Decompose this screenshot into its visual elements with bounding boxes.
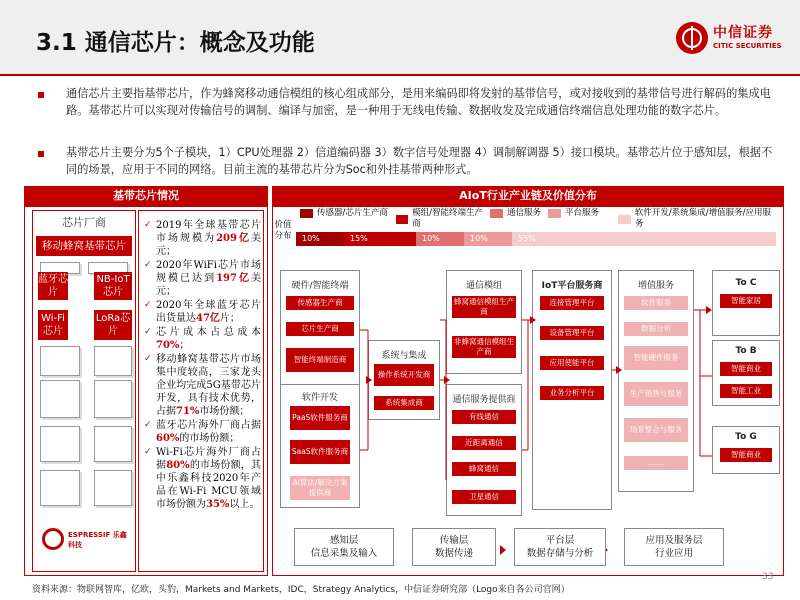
item-terminal-maker: 智能终端制造商 bbox=[286, 348, 354, 372]
value-segment: 15% bbox=[344, 232, 416, 246]
logo-en-text: CITIC SECURITIES bbox=[713, 42, 782, 50]
legend-label: 软件开发/系统集成/增值服务/应用服务 bbox=[634, 208, 771, 229]
item-smart-commerce: 智能商业 bbox=[720, 362, 772, 376]
item-smart-hw-service: 智能硬件服务 bbox=[624, 346, 688, 370]
legend bbox=[300, 208, 780, 230]
fact-item bbox=[144, 419, 261, 445]
item-data-analysis: 数据分析 bbox=[624, 322, 688, 336]
item-business-analytics: 业务分析平台 bbox=[540, 386, 604, 400]
fact-item bbox=[144, 353, 261, 418]
legend-swatch bbox=[396, 215, 408, 224]
vendor-logo bbox=[40, 426, 80, 462]
fact-text: 2020年WiFi芯片市场规模已达到 bbox=[156, 260, 261, 284]
fact-item bbox=[144, 259, 261, 298]
software-title: 软件开发 bbox=[301, 393, 338, 403]
legend-item bbox=[618, 208, 778, 230]
fact-highlight: 47亿 bbox=[196, 313, 220, 324]
fact-highlight: 80% bbox=[166, 460, 190, 471]
fact-item bbox=[144, 446, 261, 511]
citic-logo bbox=[676, 22, 791, 62]
footer-source: 资料来源：物联网智库，亿欧，头豹，Markets and Markets，IDC，Strategy Analytics，中信证券研究部（Logo来自各公司官网） bbox=[32, 585, 570, 595]
fact-highlight: 209亿 bbox=[216, 233, 252, 244]
legend-item bbox=[490, 208, 544, 219]
item-ai-solutions: AI算法/解决方案提供商 bbox=[290, 476, 350, 500]
item-smart-industry: 智能工业 bbox=[720, 384, 772, 398]
espressif-logo bbox=[40, 522, 132, 566]
fact-text: 片； bbox=[219, 313, 240, 324]
header-divider bbox=[0, 74, 800, 76]
layer-perception: 感知层 信息采集及输入 bbox=[294, 528, 394, 566]
chip-bluetooth: 蓝牙芯片 bbox=[38, 274, 68, 298]
bullet-icon bbox=[38, 92, 44, 98]
chip-nbiot: NB-IoT芯片 bbox=[94, 272, 132, 300]
fact-text: 移动蜂窝基带芯片市场集中度较高，三家龙头企业均完成5G基带芯片开发，具有技术优势，占据 bbox=[156, 354, 261, 417]
toc-title: To C bbox=[735, 278, 757, 288]
value-distribution-bar bbox=[296, 232, 776, 246]
legend-item bbox=[300, 208, 390, 219]
item-app-enablement: 应用使能平台 bbox=[540, 356, 604, 370]
fact-item bbox=[144, 299, 261, 325]
item-cellular: 蜂窝通信 bbox=[452, 462, 516, 476]
item-wired: 有线通信 bbox=[452, 410, 516, 424]
vendor-logo bbox=[94, 470, 132, 506]
chip-wifi: Wi-Fi芯片 bbox=[38, 310, 68, 340]
item-noncellular-module: 非蜂窝通信模组生产商 bbox=[454, 337, 514, 356]
tog-title: To G bbox=[735, 432, 757, 442]
bullet-icon bbox=[38, 151, 44, 157]
fact-text: 市场份额； bbox=[199, 406, 250, 417]
vendor-logo bbox=[94, 426, 132, 462]
item-ellipsis: …… bbox=[624, 456, 688, 470]
fact-highlight: 35% bbox=[206, 499, 230, 510]
value-distribution-label: 价值分布 bbox=[274, 220, 292, 241]
facts-list bbox=[144, 219, 261, 512]
value-segment: 10% bbox=[296, 232, 344, 246]
item-production-sales: 生产销售与服务 bbox=[624, 382, 688, 406]
vendor-logo bbox=[40, 346, 80, 376]
fact-highlight: 60% bbox=[156, 433, 180, 444]
legend-label: 传感器/芯片生产商 bbox=[317, 208, 388, 218]
fact-item bbox=[144, 326, 261, 352]
item-short-range: 近距离通信 bbox=[452, 436, 516, 450]
item-connection-mgmt: 连接管理平台 bbox=[540, 296, 604, 310]
item-smart-commerce-g: 智能商业 bbox=[720, 448, 772, 462]
vendor-logo bbox=[40, 380, 80, 418]
fact-highlight: 197亿 bbox=[216, 273, 252, 284]
mobile-baseband-label: 移动蜂窝基带芯片 bbox=[36, 236, 132, 256]
fact-item bbox=[144, 219, 261, 258]
legend-swatch bbox=[490, 209, 503, 218]
vendor-title: 芯片厂商 bbox=[62, 216, 106, 229]
legend-label: 平台服务 bbox=[565, 208, 600, 218]
chip-lora: LoRa芯片 bbox=[94, 310, 132, 340]
item-software-service: 软件服务 bbox=[624, 296, 688, 310]
fact-text: Wi-Fi芯片海外厂商占据 bbox=[156, 447, 261, 471]
item-chip-maker: 芯片生产商 bbox=[286, 322, 354, 336]
vendor-logo bbox=[94, 346, 132, 376]
fact-text: 以上。 bbox=[229, 499, 260, 510]
legend-swatch bbox=[300, 209, 313, 218]
fact-text: 的市场份额，其中乐鑫科技2020年产品在Wi-Fi MCU领域市场份额为 bbox=[156, 460, 262, 510]
hardware-title: 硬件/智能终端 bbox=[291, 281, 349, 291]
legend-item bbox=[548, 208, 614, 219]
iot-platform-title: IoT平台服务商 bbox=[541, 281, 603, 291]
fact-highlight: 70% bbox=[156, 340, 180, 351]
item-scene-integration: 场景整合与服务 bbox=[624, 418, 688, 442]
item-sensor-maker: 传感器生产商 bbox=[286, 296, 354, 310]
comm-service-title: 通信服务提供商 bbox=[452, 395, 516, 405]
page-title: 3.1 通信芯片：概念及功能 bbox=[36, 30, 315, 56]
espressif-logo-text: ESPRESSIF 乐鑫科技 bbox=[68, 531, 127, 549]
item-device-mgmt: 设备管理平台 bbox=[540, 326, 604, 340]
right-section-header: AIoT行业产业链及价值分布 bbox=[272, 186, 784, 206]
espressif-logo-icon bbox=[42, 528, 64, 550]
item-smart-home: 智能家居 bbox=[720, 294, 772, 308]
fact-text: 蓝牙芯片海外厂商占据 bbox=[156, 420, 261, 431]
fact-highlight: 71% bbox=[176, 406, 200, 417]
fact-text: 2019年全球基带芯片市场规模为 bbox=[156, 220, 261, 244]
legend-label: 通信服务 bbox=[507, 208, 542, 218]
paragraph-2: 基带芯片主要分为5个子模块，1）CPU处理器 2）信道编码器 3）数字信号处理器 4）调制解调器 5）接口模块。基带芯片位于感知层，根据不同的场景，应用于不同的网络。目前主流的基带芯片分为Soc和外挂基带两种形式。 bbox=[66, 146, 773, 176]
item-saas: SaaS软件服务商 bbox=[290, 440, 350, 464]
item-paas: PaaS软件服务商 bbox=[290, 406, 350, 430]
item-cellular-module: 蜂窝通信模组生产商 bbox=[454, 297, 514, 316]
comm-module-title: 通信模组 bbox=[465, 281, 502, 291]
item-system-integrator: 系统集成商 bbox=[374, 396, 434, 410]
value-segment: 55% bbox=[512, 232, 776, 246]
paragraph-1: 通信芯片主要指基带芯片，作为蜂窝移动通信模组的核心组成部分，是用来编码即将发射的基带信号，或对接收到的基带信号进行解码的集成电路。基带芯片可以实现对传输信号的调制、编译与加密，是一种用于无线电传输、数据收发及完成通信终端信息处理功能的数字芯片。 bbox=[66, 87, 771, 117]
system-integration-title: 系统与集成 bbox=[381, 351, 427, 361]
fact-text: 2020年全球蓝牙芯片出货量达 bbox=[156, 300, 261, 324]
layer-application: 应用及服务层 行业应用 bbox=[624, 528, 724, 566]
page-number: 33 bbox=[762, 572, 774, 582]
legend-swatch bbox=[548, 209, 561, 218]
fact-text: ； bbox=[179, 340, 190, 351]
left-section-header: 基带芯片情况 bbox=[24, 186, 268, 206]
vendor-logo bbox=[40, 470, 80, 506]
legend-swatch bbox=[618, 215, 631, 224]
item-satellite: 卫星通信 bbox=[452, 490, 516, 504]
vendor-logo bbox=[94, 380, 132, 418]
vas-title: 增值服务 bbox=[637, 281, 674, 291]
fact-text: 美元； bbox=[156, 233, 262, 257]
item-os-developer: 操作系统开发商 bbox=[374, 364, 434, 386]
legend-item bbox=[396, 208, 486, 230]
fact-text: 的市场份额； bbox=[179, 433, 240, 444]
logo-cn-text: 中信证券 bbox=[713, 25, 773, 41]
value-segment: 10% bbox=[464, 232, 512, 246]
tob-title: To B bbox=[735, 346, 757, 356]
legend-label: 模组/智能终端生产商 bbox=[412, 208, 483, 229]
layer-transport: 传输层 数据传递 bbox=[412, 528, 496, 566]
fact-text: 芯片成本占总成本 bbox=[156, 327, 261, 338]
citic-logo-icon bbox=[676, 22, 708, 54]
fact-text: 美元； bbox=[156, 273, 262, 297]
layer-platform: 平台层 数据存储与分析 bbox=[514, 528, 606, 566]
value-segment: 10% bbox=[416, 232, 464, 246]
